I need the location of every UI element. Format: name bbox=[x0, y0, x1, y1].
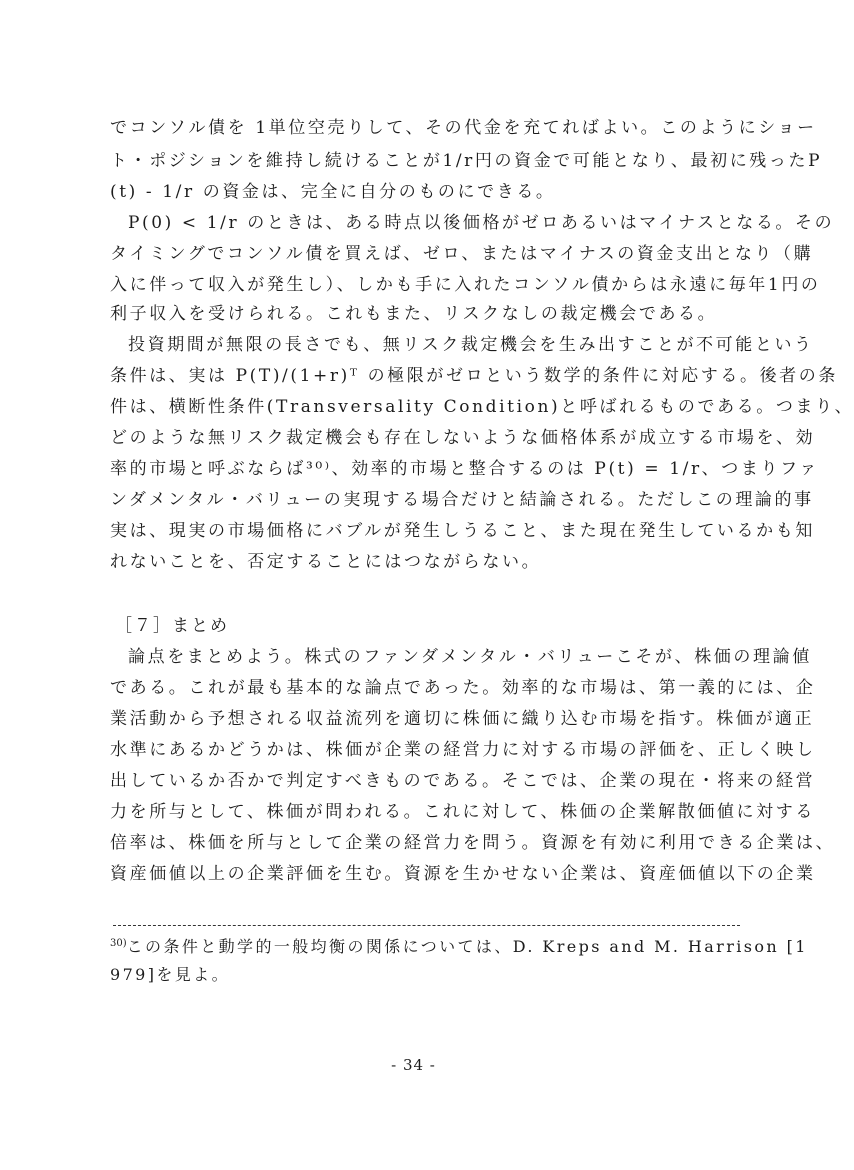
body-line-3: (t) - 1/r の資金は、完全に自分のものにできる。 bbox=[110, 182, 556, 202]
footnote-line-2: 979]を見よ。 bbox=[110, 965, 230, 984]
body-line-7: 利子収入を受けられる。これもまた、リスクなしの裁定機会である。 bbox=[110, 304, 718, 324]
body-line-2: ト・ポジションを維持し続けることが1/r円の資金で可能となり、最初に残ったP bbox=[110, 151, 823, 171]
section-heading: ［７］まとめ bbox=[115, 616, 229, 636]
summary-line-7: 倍率は、株価を所与として企業の経営力を問う。資源を有効に利用できる企業は、 bbox=[110, 833, 836, 853]
body-line-15: れないことを、否定することにはつながらない。 bbox=[110, 552, 542, 572]
body-line-4: P(0) < 1/r のときは、ある時点以後価格がゼロあるいはマイナスとなる。その bbox=[128, 213, 835, 233]
body-line-13: ンダメンタル・バリューの実現する場合だけと結論される。ただしこの理論的事 bbox=[110, 490, 814, 510]
summary-line-4: 水準にあるかどうかは、株価が企業の経営力に対する市場の評価を、正しく映し bbox=[110, 740, 816, 760]
footnote-mark: 30) bbox=[110, 938, 127, 949]
body-line-12: 率的市場と呼ぶならば³⁰⁾、効率的市場と整合するのは P(t) = 1/r、つまりファ bbox=[110, 459, 819, 479]
summary-line-2: である。これが最も基本的な論点であった。効率的な市場は、第一義的には、企 bbox=[110, 678, 816, 698]
footnote-rule bbox=[113, 925, 740, 926]
body-line-9: 条件は、実は P(T)/(1+r)ᵀ の極限がゼロという数学的条件に対応する。後者の条 bbox=[110, 366, 838, 386]
footnote-text-1: この条件と動学的一般均衡の関係については、D. Kreps and M. Harrison [1 bbox=[126, 937, 808, 956]
body-line-14: 実は、現実の市場価格にバブルが発生しうること、また現在発生しているかも知 bbox=[110, 521, 815, 541]
footnote-line-1 bbox=[110, 933, 808, 958]
page-number: - 34 - bbox=[391, 1056, 436, 1074]
body-line-8: 投資期間が無限の長さでも、無リスク裁定機会を生み出すことが不可能という bbox=[128, 335, 814, 355]
summary-line-6: 力を所与として、株価が問われる。これに対して、株価の企業解散価値に対する bbox=[110, 802, 815, 822]
summary-line-8: 資産価値以上の企業評価を生む。資源を生かせない企業は、資産価値以下の企業 bbox=[110, 864, 816, 884]
summary-line-3: 業活動から予想される収益流列を適切に株価に織り込む市場を指す。株価が適正 bbox=[110, 709, 815, 729]
body-line-10: 件は、横断性条件(Transversality Condition)と呼ばれるものである。つまり、 bbox=[110, 397, 854, 417]
body-line-6: 入に伴って収入が発生し）、しかも手に入れたコンソル債からは永遠に毎年1円の bbox=[110, 275, 821, 295]
body-line-5: タイミングでコンソル債を買えば、ゼロ、またはマイナスの資金支出となり（購 bbox=[110, 244, 814, 264]
body-line-11: どのような無リスク裁定機会も存在しないような価格体系が成立する市場を、効 bbox=[110, 428, 816, 448]
summary-line-1: 論点をまとめよう。株式のファンダメンタル・バリューこそが、株価の理論値 bbox=[128, 647, 812, 667]
body-line-1: でコンソル債を 1単位空売りして、その代金を充てればよい。このようにショー bbox=[110, 118, 817, 138]
summary-line-5: 出しているか否かで判定すべきものである。そこでは、企業の現在・将来の経営 bbox=[110, 771, 816, 791]
